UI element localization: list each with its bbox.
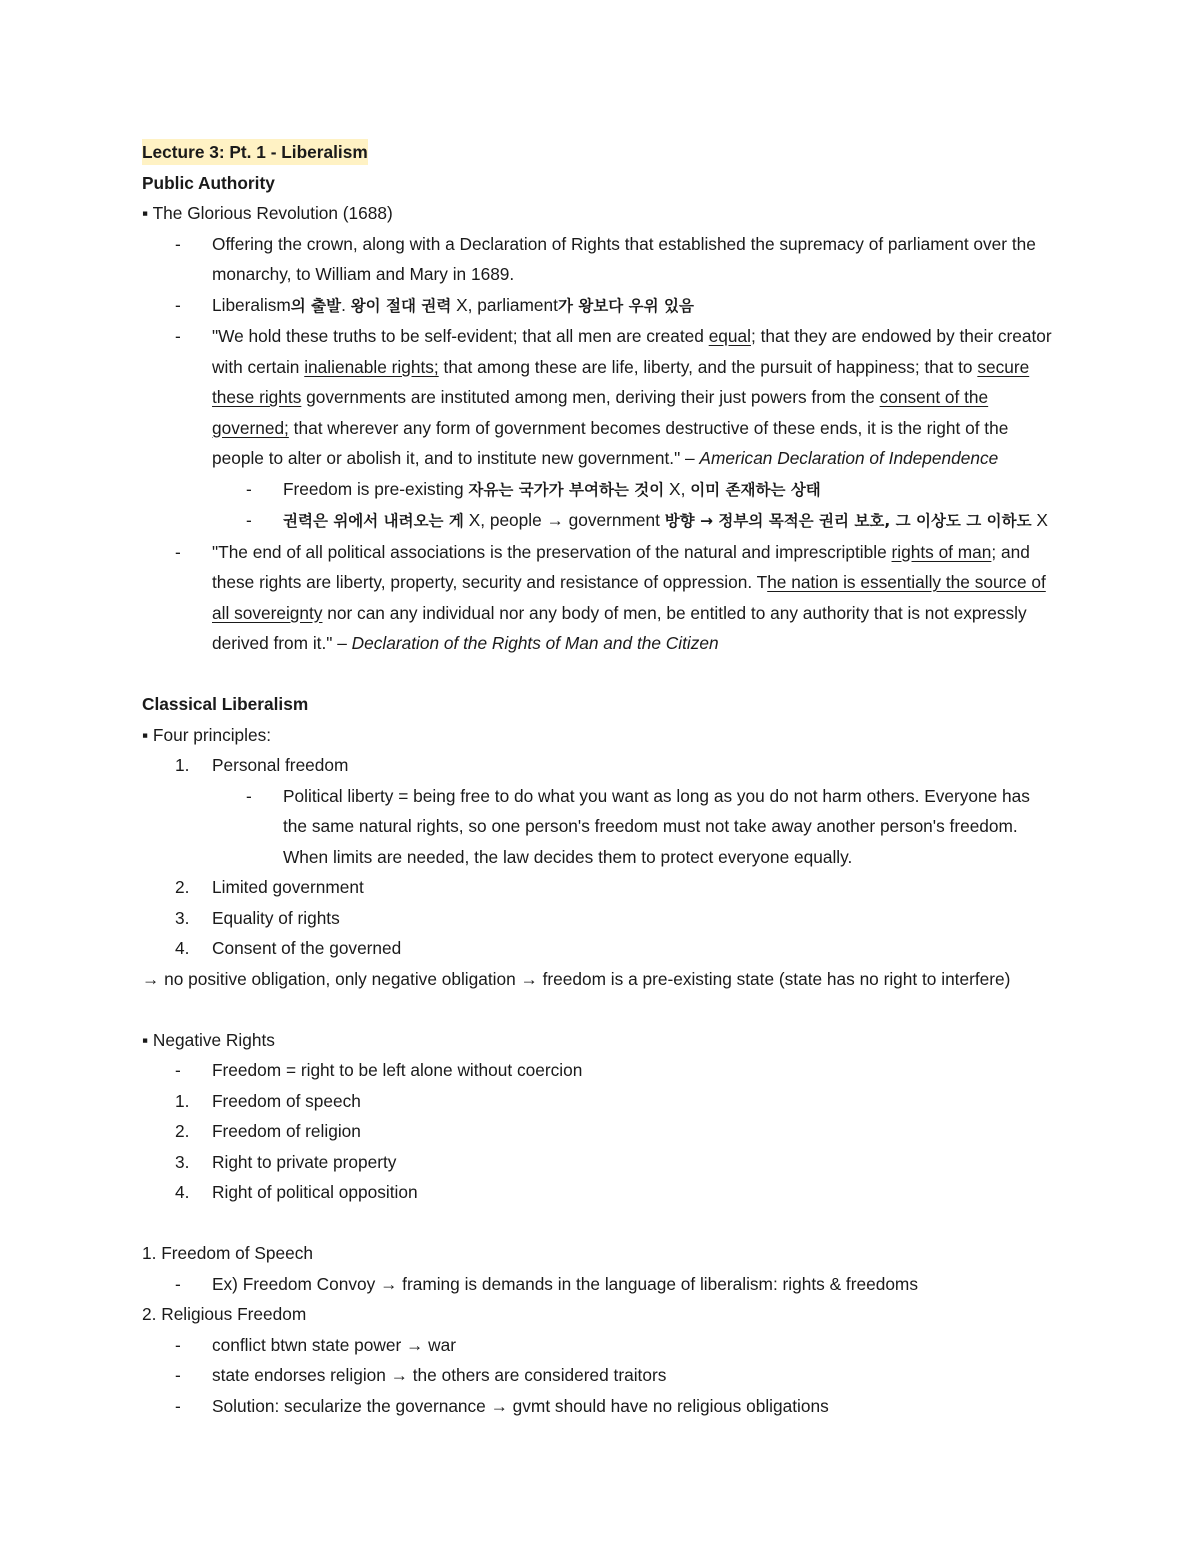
list-number: 3. (175, 907, 190, 928)
principle-text: Consent of the governed (212, 938, 402, 958)
underlined-term: consent of the governed; (212, 387, 989, 438)
dash-marker: - (175, 541, 181, 562)
right-item (142, 1116, 1062, 1147)
right-text: Freedom of religion (212, 1121, 361, 1141)
section-heading-classical-liberalism: Classical Liberalism (142, 694, 309, 714)
quote-source: Declaration of the Rights of Man and the Citizen (351, 633, 719, 653)
quote-source: American Declaration of Independence (699, 448, 999, 468)
underlined-term: inalienable rights; (304, 356, 439, 377)
dash-marker: - (175, 294, 181, 315)
right-item (142, 1147, 1062, 1178)
list-number: 3. (175, 1151, 190, 1172)
korean-note: 가 왕보다 우위 있음 (557, 296, 694, 315)
dash-marker: - (246, 478, 252, 499)
list-number: 4. (175, 938, 190, 958)
list-item (142, 1330, 1062, 1361)
dash-marker: - (175, 1060, 181, 1080)
dash-marker: - (175, 1334, 181, 1355)
right-item (142, 1086, 1062, 1117)
principle-text: Equality of rights (212, 907, 340, 928)
quote-text: ; that they are endowed by their creator with certain (212, 326, 1052, 377)
lecture-title: Lecture 3: Pt. 1 - Liberalism (142, 139, 368, 165)
list-item-rights-of-man-quote (142, 537, 1062, 659)
text-fragment: X, parliament (451, 294, 558, 315)
religion-point: state endorses religion → the others are considered traitors (212, 1365, 667, 1385)
note-line: the same natural rights, so one person's freedom must not take away another person's freedom. (283, 816, 1018, 836)
list-item (142, 1055, 1062, 1086)
korean-note: 방향 → 정부의 목적은 권리 보호, 그 이상도 그 이하도 (664, 512, 1032, 530)
principle-text: Limited government (212, 877, 364, 897)
text-fragment: . (341, 294, 351, 315)
dash-marker: - (175, 1395, 181, 1416)
list-item-declaration-quote (142, 321, 1062, 474)
quote-text: "We hold these truths to be self-evident; that all men are created (212, 326, 709, 346)
text-fragment: X, people → government (463, 510, 665, 530)
list-number: 1. (175, 1090, 190, 1111)
dash-marker: - (175, 1273, 181, 1294)
religion-point: Solution: secularize the governance → gvmt should have no religious obligations (212, 1395, 829, 1416)
principle-item (142, 903, 1062, 934)
sub-list-item (142, 505, 1062, 537)
list-item (142, 290, 1062, 322)
freedom-convoy-example: Ex) Freedom Convoy → framing is demands in the language of liberalism: rights & freedoms (212, 1273, 918, 1294)
liberalism-text: Liberalism (212, 294, 291, 315)
underlined-term: equal (708, 326, 751, 346)
bullet-four-principles: ▪ Four principles: (142, 724, 272, 745)
sub-list-item (142, 474, 1062, 506)
quote-text: ; and these rights are liberty, property, security and resistance of oppression. T (212, 541, 1030, 592)
text-fragment: X, (664, 478, 691, 499)
list-number: 2. (175, 1121, 190, 1141)
section-heading-public-authority: Public Authority (142, 172, 275, 193)
dash-marker: - (246, 510, 252, 530)
list-item (142, 1360, 1062, 1391)
note-line: Political liberty = being free to do what you want as long as you do not harm others. Everyone has (283, 785, 1030, 806)
korean-note: 이미 존재하는 상태 (690, 480, 821, 499)
crown-offer-text: Offering the crown, along with a Declaration of Rights that established the supremacy of parliament over the monarchy, to William and Mary in 1689. (212, 233, 1036, 284)
korean-note: 왕이 절대 권력 (350, 296, 452, 315)
underlined-term: rights of man (891, 541, 992, 562)
quote-text: governments are instituted among men, deriving their just powers from the (301, 387, 880, 407)
heading-freedom-of-speech: 1. Freedom of Speech (142, 1243, 313, 1263)
sub-list-item-political-liberty (142, 781, 1062, 873)
underlined-term: secure these rights (212, 356, 1030, 407)
list-number: 1. (175, 755, 190, 775)
principle-item (142, 872, 1062, 903)
right-text: Freedom of speech (212, 1090, 361, 1111)
korean-note: 자유는 국가가 부여하는 것이 (468, 480, 665, 499)
korean-note: 권력은 위에서 내려오는 게 (283, 512, 464, 530)
quote-text: "The end of all political associations is the preservation of the natural and imprescriptible (212, 541, 892, 562)
list-item (142, 229, 1062, 290)
list-item (142, 1269, 1062, 1300)
dash-marker: - (175, 1365, 181, 1385)
freedom-definition: Freedom = right to be left alone without coercion (212, 1060, 583, 1080)
principle-text: Personal freedom (212, 755, 349, 775)
bullet-glorious-revolution: ▪ The Glorious Revolution (1688) (142, 203, 393, 223)
quote-text: that wherever any form of government becomes destructive of these ends, it is the right of the people to alter or abolish it, and to institute new government." – (212, 417, 1009, 468)
spacer (142, 659, 1062, 690)
dash-marker: - (246, 785, 252, 806)
spacer (142, 994, 1062, 1025)
principle-item (142, 750, 1062, 781)
underlined-term: he nation is essentially the source of all sovereignty (212, 572, 1046, 623)
spacer (142, 1208, 1062, 1239)
quote-text: nor can any individual nor any body of men, be entitled to any authority that is not expressly derived from it." – (212, 602, 1027, 653)
right-text: Right of political opposition (212, 1182, 418, 1202)
document-content (142, 137, 1062, 1421)
list-number: 2. (175, 877, 190, 897)
list-number: 4. (175, 1182, 190, 1202)
bullet-negative-rights: ▪ Negative Rights (142, 1029, 275, 1050)
list-item (142, 1391, 1062, 1422)
korean-note: 의 출발 (290, 296, 342, 315)
dash-marker: - (175, 233, 181, 254)
obligation-summary: → no positive obligation, only negative obligation → freedom is a pre-existing state (state has no right to interfere) (142, 968, 1011, 989)
quote-text: that among these are life, liberty, and the pursuit of happiness; that to (438, 356, 978, 377)
heading-religious-freedom: 2. Religious Freedom (142, 1304, 307, 1324)
dash-marker: - (175, 326, 181, 346)
right-item (142, 1177, 1062, 1208)
text-fragment: X (1031, 510, 1048, 530)
right-text: Right to private property (212, 1151, 397, 1172)
text-fragment: Freedom is pre-existing (283, 478, 469, 499)
religion-point: conflict btwn state power → war (212, 1334, 456, 1355)
principle-item (142, 933, 1062, 964)
note-line: When limits are needed, the law decides them to protect everyone equally. (283, 846, 853, 867)
